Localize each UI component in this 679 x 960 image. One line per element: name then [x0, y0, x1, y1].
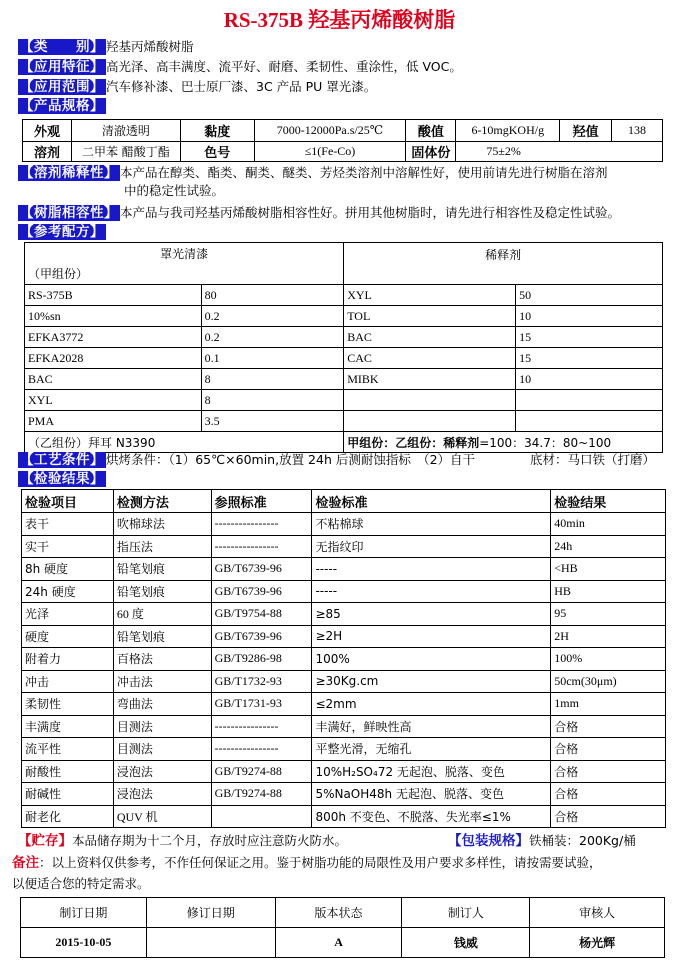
category-value: 羟基丙烯酸树脂: [106, 39, 194, 54]
formula-right-title: 稀释剂: [344, 243, 663, 285]
formula-right-empty: [516, 411, 663, 432]
test-method: 铅笔划痕: [113, 625, 211, 648]
formula-header-line: [18, 223, 106, 241]
scope-value: 汽车修补漆、巴士原厂漆、3C 产品 PU 罩光漆。: [106, 79, 377, 94]
test-result: 合格: [551, 738, 666, 761]
spec-solids-label: 固体份: [406, 142, 456, 162]
storage-line: [18, 832, 347, 850]
test-standard: [211, 805, 312, 828]
process-label: 【工艺条件】: [20, 452, 104, 468]
formula-left-name: EFKA3772: [25, 327, 202, 348]
spec-appearance-value: 清澈透明: [71, 120, 180, 142]
spec-solvent-label: 溶剂: [23, 142, 72, 162]
storage-label: 【贮存】: [18, 833, 72, 849]
revision-reviewer: 杨光辉: [530, 928, 665, 958]
formula-right-empty: [344, 411, 516, 432]
test-result: 合格: [551, 783, 666, 806]
formula-right-amount: 50: [516, 285, 663, 306]
test-header-result: 检验结果: [551, 490, 666, 513]
test-standard: ----------------: [211, 513, 312, 536]
test-item: 表干: [22, 513, 114, 536]
test-item: 冲击: [22, 670, 114, 693]
test-row: [22, 625, 666, 648]
test-row: [22, 760, 666, 783]
test-method: QUV 机: [113, 805, 211, 828]
formula-ratio-label: 甲组份：乙组份：稀释剂: [347, 435, 480, 450]
spec-acid-label: 酸值: [406, 120, 456, 142]
test-result: 50cm(30μm): [551, 670, 666, 693]
formula-right-empty: [344, 390, 516, 411]
test-standard: GB/T9286-98: [211, 648, 312, 671]
formula-left-name: PMA: [25, 411, 202, 432]
test-row: [22, 738, 666, 761]
test-item: 耐老化: [22, 805, 114, 828]
solvent-dilution-label: 【溶剂稀释性】: [20, 165, 118, 181]
test-item: 24h 硬度: [22, 580, 114, 603]
test-method: 目测法: [113, 738, 211, 761]
revision-header-author: 制订人: [402, 898, 530, 928]
test-row: [22, 805, 666, 828]
test-standard: ----------------: [211, 715, 312, 738]
formula-left-amount: 8: [201, 390, 344, 411]
formula-left-amount: 3.5: [201, 411, 344, 432]
test-criteria: 100%: [312, 648, 551, 671]
test-item: 柔韧性: [22, 693, 114, 716]
formula-left-amount: 0.2: [201, 327, 344, 348]
test-item: 丰满度: [22, 715, 114, 738]
test-item: 附着力: [22, 648, 114, 671]
revision-revised-date: [146, 928, 275, 958]
process-substrate: 底材：马口铁（打磨）: [530, 452, 656, 467]
formula-right-name: XYL: [344, 285, 516, 306]
spec-header-line: [18, 97, 106, 115]
resin-compat-label: 【树脂相容性】: [20, 205, 118, 221]
test-header-line: [18, 470, 106, 488]
test-row: [22, 648, 666, 671]
test-row: [22, 783, 666, 806]
test-item: 耐酸性: [22, 760, 114, 783]
formula-group-a: （甲组份）: [25, 264, 344, 285]
scope-line: [18, 78, 376, 96]
test-criteria: -----: [312, 558, 551, 581]
formula-left-amount: 0.2: [201, 306, 344, 327]
spec-viscosity-label: 黏度: [180, 120, 254, 142]
formula-left-name: RS-375B: [25, 285, 202, 306]
resin-compat-line: [18, 204, 620, 222]
formula-left-name: XYL: [25, 390, 202, 411]
features-value: 高光泽、高丰满度、流平好、耐磨、柔韧性、重涂性，低 VOC。: [106, 59, 462, 74]
spec-viscosity-value: 7000-12000Pa.s/25℃: [254, 120, 406, 142]
test-method: 目测法: [113, 715, 211, 738]
formula-group-b: （乙组份）拜耳 N3390: [25, 432, 344, 453]
formula-ratio-value: =100：34.7：80~100: [479, 435, 612, 450]
revision-version: A: [275, 928, 402, 958]
formula-right-amount: 15: [516, 327, 663, 348]
spec-header: 【产品规格】: [20, 98, 104, 114]
test-method: 铅笔划痕: [113, 558, 211, 581]
test-header-method: 检测方法: [113, 490, 211, 513]
test-standard: GB/T6739-96: [211, 558, 312, 581]
solvent-dilution-line2: 中的稳定性试验。: [124, 183, 225, 198]
test-row: [22, 693, 666, 716]
test-criteria: 5%NaOH48h 无起泡、脱落、变色: [312, 783, 551, 806]
test-standard: GB/T1732-93: [211, 670, 312, 693]
test-row: [22, 558, 666, 581]
test-method: 60 度: [113, 603, 211, 626]
formula-left-amount: 0.1: [201, 348, 344, 369]
revision-table: [20, 897, 665, 958]
spec-color-value: ≤1(Fe-Co): [254, 142, 406, 162]
solvent-dilution-line: [18, 164, 608, 182]
revision-header-revised: 修订日期: [146, 898, 275, 928]
test-standard: GB/T1731-93: [211, 693, 312, 716]
test-row: [22, 513, 666, 536]
formula-right-name: BAC: [344, 327, 516, 348]
test-standard: ----------------: [211, 535, 312, 558]
test-result: 95: [551, 603, 666, 626]
formula-left-name: EFKA2028: [25, 348, 202, 369]
formula-left-name: BAC: [25, 369, 202, 390]
test-result: 合格: [551, 760, 666, 783]
test-result: 100%: [551, 648, 666, 671]
revision-header-reviewer: 审核人: [530, 898, 665, 928]
test-criteria: ≥85: [312, 603, 551, 626]
features-label: 【应用特征】: [20, 59, 104, 75]
test-header-standard: 参照标准: [211, 490, 312, 513]
formula-left-amount: 80: [201, 285, 344, 306]
spec-table: [22, 119, 663, 162]
test-result: 合格: [551, 715, 666, 738]
formula-right-name: TOL: [344, 306, 516, 327]
test-criteria: 无指纹印: [312, 535, 551, 558]
formula-right-amount: 10: [516, 369, 663, 390]
formula-ratio: [344, 432, 663, 453]
test-row: [22, 535, 666, 558]
test-criteria: ≥2H: [312, 625, 551, 648]
test-row: [22, 715, 666, 738]
test-header-criteria: 检验标准: [312, 490, 551, 513]
spec-appearance-label: 外观: [23, 120, 72, 142]
test-result: 2H: [551, 625, 666, 648]
test-row: [22, 603, 666, 626]
test-method: 百格法: [113, 648, 211, 671]
test-row: [22, 580, 666, 603]
revision-author: 钱威: [402, 928, 530, 958]
formula-right-amount: 10: [516, 306, 663, 327]
test-header: 【检验结果】: [20, 471, 104, 487]
category-line: [18, 38, 194, 56]
formula-header: 【参考配方】: [20, 224, 104, 240]
spec-acid-value: 6-10mgKOH/g: [456, 120, 560, 142]
test-criteria: 丰满好，鲜映性高: [312, 715, 551, 738]
formula-right-name: MIBK: [344, 369, 516, 390]
test-criteria: ≤2mm: [312, 693, 551, 716]
test-result: 1mm: [551, 693, 666, 716]
test-item: 耐碱性: [22, 783, 114, 806]
test-method: 吹棉球法: [113, 513, 211, 536]
test-method: 浸泡法: [113, 760, 211, 783]
test-standard: GB/T9754-88: [211, 603, 312, 626]
test-standard: GB/T6739-96: [211, 580, 312, 603]
features-line: [18, 58, 462, 76]
page-title: RS-375B 羟基丙烯酸树脂: [223, 8, 456, 32]
formula-right-name: CAC: [344, 348, 516, 369]
test-criteria: ≥30Kg.cm: [312, 670, 551, 693]
remark-label: 备注: [12, 855, 39, 871]
solvent-dilution-value: 本产品在醇类、酯类、酮类、醚类、芳烃类溶剂中溶解性好，使用前请先进行树脂在溶剂: [120, 165, 608, 180]
test-criteria: 平整光滑，无缩孔: [312, 738, 551, 761]
test-result: 合格: [551, 805, 666, 828]
formula-left-name: 10%sn: [25, 306, 202, 327]
test-result: <HB: [551, 558, 666, 581]
process-value: 烘烤条件：（1）65℃×60min,放置 24h 后测耐蚀指标 （2）自干: [106, 452, 476, 467]
remark-line: [12, 854, 602, 872]
revision-header-created: 制订日期: [21, 898, 147, 928]
packing-value: 铁桶装：200Kg/桶: [529, 833, 636, 848]
packing-line: [448, 832, 636, 850]
formula-table: [24, 242, 663, 453]
revision-header-version: 版本状态: [275, 898, 402, 928]
spec-hydroxyl-value: 138: [612, 120, 663, 142]
spec-color-label: 色号: [180, 142, 254, 162]
test-method: 指压法: [113, 535, 211, 558]
test-result: HB: [551, 580, 666, 603]
formula-left-title: 罩光清漆: [25, 243, 344, 264]
test-standard: GB/T9274-88: [211, 783, 312, 806]
test-method: 浸泡法: [113, 783, 211, 806]
test-item: 硬度: [22, 625, 114, 648]
test-result: 24h: [551, 535, 666, 558]
scope-label: 【应用范围】: [20, 79, 104, 95]
process-line: [18, 451, 475, 469]
test-result: 40min: [551, 513, 666, 536]
test-criteria: 800h 不变色、不脱落、失光率≤1%: [312, 805, 551, 828]
revision-created-date: 2015-10-05: [21, 928, 147, 958]
test-item: 光泽: [22, 603, 114, 626]
test-rows: [22, 513, 666, 828]
test-criteria: 10%H₂SO₄72 无起泡、脱落、变色: [312, 760, 551, 783]
test-criteria: 不粘棉球: [312, 513, 551, 536]
test-table: [21, 489, 666, 828]
test-header-item: 检验项目: [22, 490, 114, 513]
test-criteria: -----: [312, 580, 551, 603]
spec-hydroxyl-label: 羟值: [560, 120, 612, 142]
test-standard: ----------------: [211, 738, 312, 761]
test-method: 冲击法: [113, 670, 211, 693]
test-standard: GB/T9274-88: [211, 760, 312, 783]
test-item: 流平性: [22, 738, 114, 761]
spec-solvent-value: 二甲苯 醋酸丁酯: [71, 142, 180, 162]
remark-value: ：以上资料仅供参考，不作任何保证之用。鉴于树脂功能的局限性及用户要求多样性，请按需要试验，: [39, 855, 602, 870]
test-item: 实干: [22, 535, 114, 558]
test-item: 8h 硬度: [22, 558, 114, 581]
remark-line2: 以便适合您的特定需求。: [12, 876, 150, 891]
formula-right-empty: [516, 390, 663, 411]
formula-right-amount: 15: [516, 348, 663, 369]
formula-left-amount: 8: [201, 369, 344, 390]
spec-solids-value: 75±2%: [456, 142, 663, 162]
test-method: 铅笔划痕: [113, 580, 211, 603]
test-method: 弯曲法: [113, 693, 211, 716]
packing-label: 【包装规格】: [448, 833, 529, 849]
resin-compat-value: 本产品与我司羟基丙烯酸树脂相容性好。拼用其他树脂时，请先进行相容性及稳定性试验。: [120, 205, 621, 220]
storage-value: 本品储存期为十二个月，存放时应注意防火防水。: [72, 833, 348, 848]
test-standard: GB/T6739-96: [211, 625, 312, 648]
category-label: 【类 别】: [20, 39, 104, 55]
test-row: [22, 670, 666, 693]
